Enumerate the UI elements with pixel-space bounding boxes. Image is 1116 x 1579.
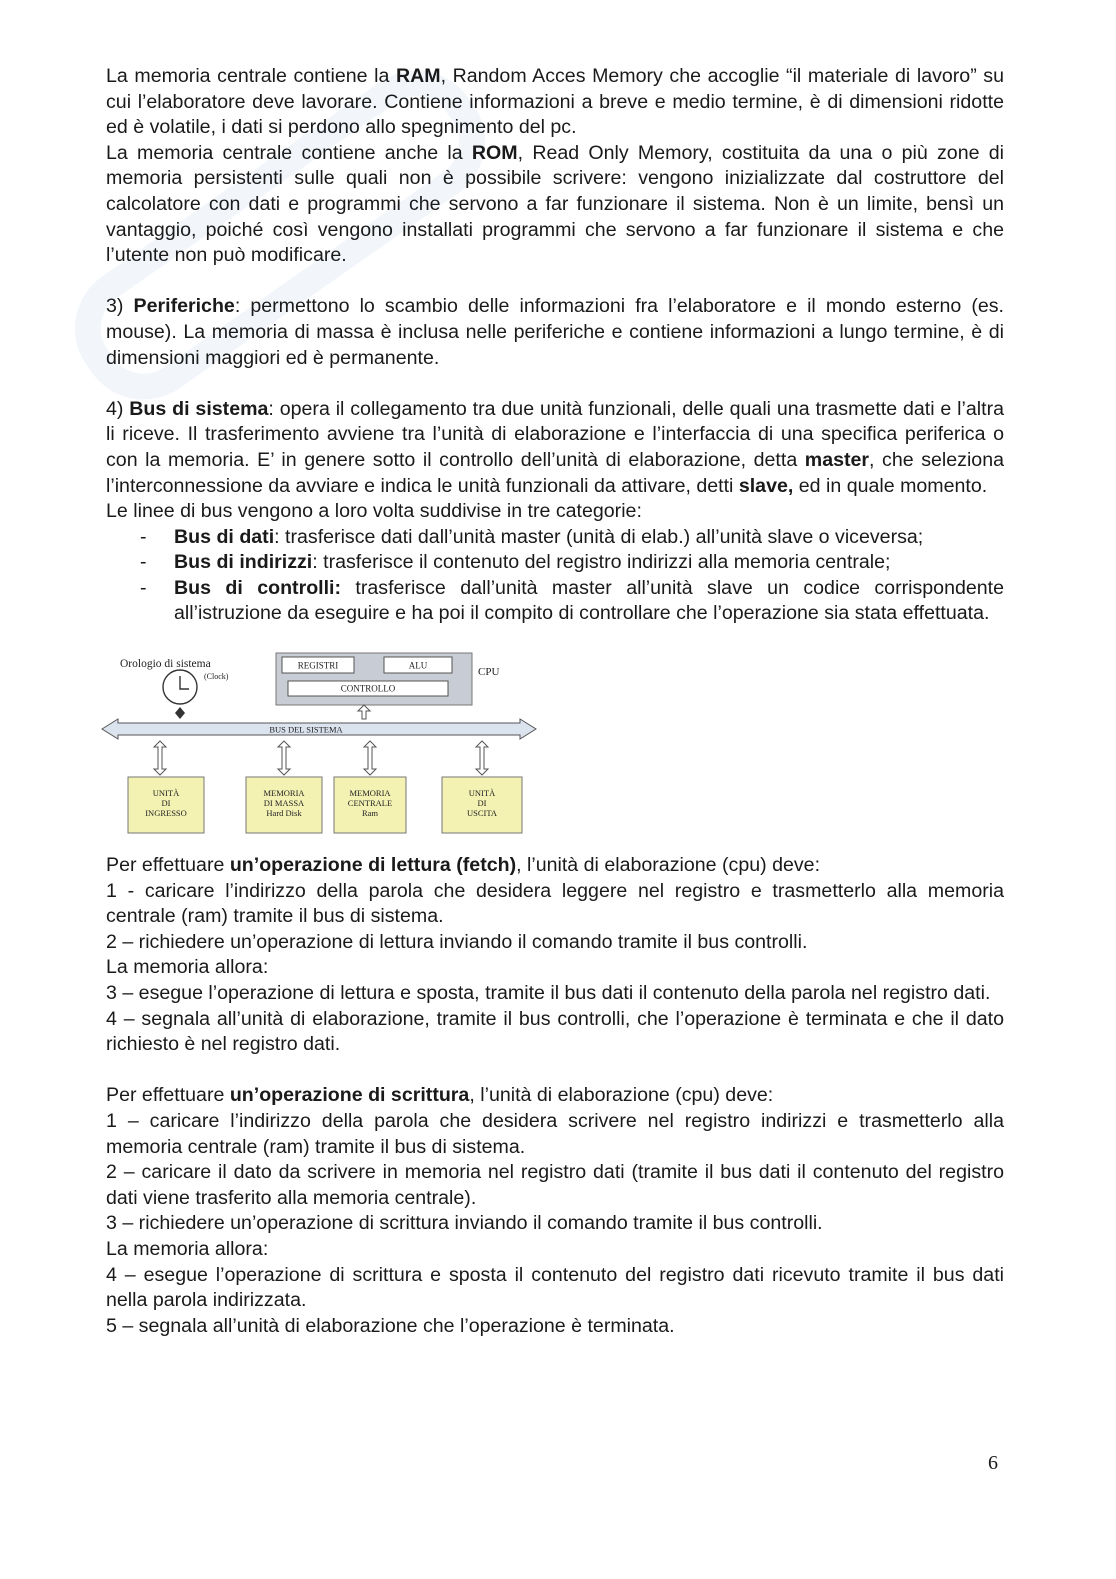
connector-ingresso-icon — [154, 741, 166, 775]
lettura-intro — [106, 853, 1004, 879]
box-text: UNITÀ — [468, 788, 496, 799]
box-text: CENTRALE — [347, 798, 393, 809]
box-text: Ram — [361, 808, 379, 819]
box-text: Hard Disk — [266, 808, 302, 819]
body-text — [106, 64, 1004, 1339]
bold-term-ram: RAM — [395, 65, 441, 87]
text-run: , l’unità di elaborazione (cpu) deve: — [469, 1084, 774, 1107]
text-run: La memoria centrale contiene la — [106, 65, 396, 87]
spacer — [106, 371, 1004, 397]
text-run: : opera il collegamento tra due unità funzionali, delle quali una trasmette dati e l’altra li riceve. Il trasferimento avviene tra l’unità di elaborazione e l’interfaccia di una specifica periferica o con la memoria. E’ in genere sotto il controllo dell’unità di elaborazione, detta — [106, 397, 1004, 471]
connector-uscita-icon — [476, 741, 488, 775]
text-run: : trasferisce il contenuto del registro indirizzi alla memoria centrale; — [312, 551, 891, 574]
dash-marker: - — [140, 551, 147, 574]
text-run: , Random Acces Memory che accoglie “il materiale di lavoro” su cui l’elaboratore deve lavorare. Contiene informazioni a breve e medio termine, è di dimensioni ridotte ed è volatile, i dati si perdono allo spegnimento del pc. — [106, 65, 1005, 139]
cpu-connector-icon — [358, 705, 370, 719]
scrittura-step-3: 3 – richiedere un’operazione di scrittura inviando il comando tramite il bus controlli. — [106, 1212, 823, 1235]
spacer — [106, 1058, 1004, 1084]
clock-connector-icon — [175, 707, 185, 719]
lettura-step-3: 3 – esegue l’operazione di lettura e sposta, tramite il bus dati il contenuto della parola nel registro dati. — [106, 982, 991, 1005]
box-text: DI MASSA — [263, 798, 305, 809]
text-run: , Read Only Memory, costituita da una o più zone di memoria persistenti sulle quali non è possibile scrivere: vengono inizializzate dal costruttore del calcolatore con dati e programmi che servono a far funzionare il sistema. Non è un limite, bensì un vantaggio, poiché così vengono installati programmi che servono a far funzionare il sistema e che l’utente non può modificare. — [106, 141, 1004, 267]
clock-sublabel: (Clock) — [204, 672, 229, 682]
scrittura-step-4: 4 – esegue l’operazione di scrittura e sposta il contenuto del registro dati ricevuto tramite il bus dati nella parola indirizzata. — [106, 1263, 1004, 1312]
box-text: UNITÀ — [152, 788, 180, 799]
bold-term-lettura: un’operazione di lettura (fetch) — [229, 854, 517, 877]
text-run: 4) — [106, 397, 130, 420]
box-text: INGRESSO — [145, 808, 187, 819]
bold-term: Bus di indirizzi — [174, 551, 313, 574]
text-run: , che seleziona l’interconnessione da avviare e indica le unità funzionali da attivare, detti — [106, 448, 1004, 497]
lettura-step-2: 2 – richiedere un’operazione di lettura inviando il comando tramite il bus controlli. — [106, 930, 808, 953]
scrittura-step-5: 5 – segnala all’unità di elaborazione che l’operazione è terminata. — [106, 1314, 675, 1337]
connector-centrale-icon — [364, 741, 376, 775]
connector-massa-icon — [278, 741, 290, 775]
clock-label: Orologio di sistema — [120, 658, 211, 671]
paragraph-bus — [106, 397, 1004, 499]
scrittura-step-2: 2 – caricare il dato da scrivere in memoria nel registro dati (tramite il bus dati il contenuto del registro dati viene trasferito alla memoria centrale). — [106, 1161, 1004, 1209]
bold-term-periferiche: Periferiche — [133, 295, 235, 318]
dash-marker: - — [140, 576, 147, 599]
box-text: USCITA — [466, 808, 498, 819]
bold-term: Bus di dati — [174, 525, 275, 548]
scrittura-memoria: La memoria allora: — [106, 1237, 269, 1260]
box-text: DI — [477, 798, 487, 809]
scrittura-intro — [106, 1083, 1004, 1109]
lettura-step-4: 4 – segnala all’unità di elaborazione, tramite il bus controlli, che l’operazione è terminata e che il dato richiesto è nel registro dati. — [106, 1007, 1004, 1056]
bold-term-rom: ROM — [471, 141, 518, 164]
bold-term: Bus di controlli: — [174, 576, 342, 599]
bold-term-slave: slave, — [738, 474, 794, 497]
alu-label: ALU — [408, 660, 428, 671]
paragraph-linee: Le linee di bus vengono a loro volta suddivise in tre categorie: — [106, 500, 642, 523]
box-text: MEMORIA — [349, 788, 391, 799]
text-run: ed in quale momento. — [793, 474, 988, 497]
paragraph-ram — [106, 64, 1004, 141]
controllo-label: CONTROLLO — [340, 683, 396, 694]
system-bus-diagram — [100, 649, 540, 839]
text-run: trasferisce dall’unità master all’unità slave un codice corrispondente all’istruzione da eseguire e ha poi il compito di controllare che l’operazione sia stata effettuata. — [174, 576, 1004, 625]
bold-term-bus: Bus di sistema — [129, 397, 269, 420]
list-item — [106, 525, 1004, 551]
page-number: 6 — [988, 1452, 998, 1474]
registri-label: REGISTRI — [297, 660, 339, 671]
bold-term-scrittura: un’operazione di scrittura — [229, 1084, 470, 1107]
text-run: , l’unità di elaborazione (cpu) deve: — [516, 854, 821, 877]
bus-categories-list — [106, 525, 1004, 627]
cpu-label: CPU — [478, 666, 500, 679]
list-item — [106, 576, 1004, 627]
scrittura-step-1: 1 – caricare l’indirizzo della parola che desidera scrivere nel registro indirizzi e trasmetterlo alla memoria centrale (ram) tramite il bus di sistema. — [106, 1110, 1004, 1158]
text-run: Per effettuare — [106, 854, 230, 877]
box-text: DI — [161, 798, 171, 809]
paragraph-rom — [106, 141, 1004, 269]
lettura-step-1: 1 - caricare l’indirizzo della parola che desidera leggere nel registro e trasmetterlo alla memoria centrale (ram) tramite il bus di sistema. — [106, 879, 1004, 928]
spacer — [106, 269, 1004, 295]
dash-marker: - — [140, 525, 147, 548]
box-text: MEMORIA — [263, 788, 305, 799]
paragraph-periferiche — [106, 294, 1004, 371]
text-run: 3) — [106, 295, 134, 318]
bus-label: BUS DEL SISTEMA — [269, 724, 343, 735]
text-run: : permettono lo scambio delle informazioni fra l’elaboratore e il mondo esterno (es. mouse). La memoria di massa è inclusa nelle periferiche e contiene informazioni a lungo termine, è di dimensioni maggiori ed è permanente. — [106, 295, 1004, 369]
bold-term-master: master — [804, 448, 870, 471]
text-run: : trasferisce dati dall’unità master (unità di elab.) all’unità slave o viceversa; — [274, 525, 924, 548]
list-item — [106, 550, 1004, 576]
lettura-memoria: La memoria allora: — [106, 956, 269, 979]
text-run: La memoria centrale contiene anche la — [106, 141, 472, 164]
text-run: Per effettuare — [106, 1084, 230, 1107]
